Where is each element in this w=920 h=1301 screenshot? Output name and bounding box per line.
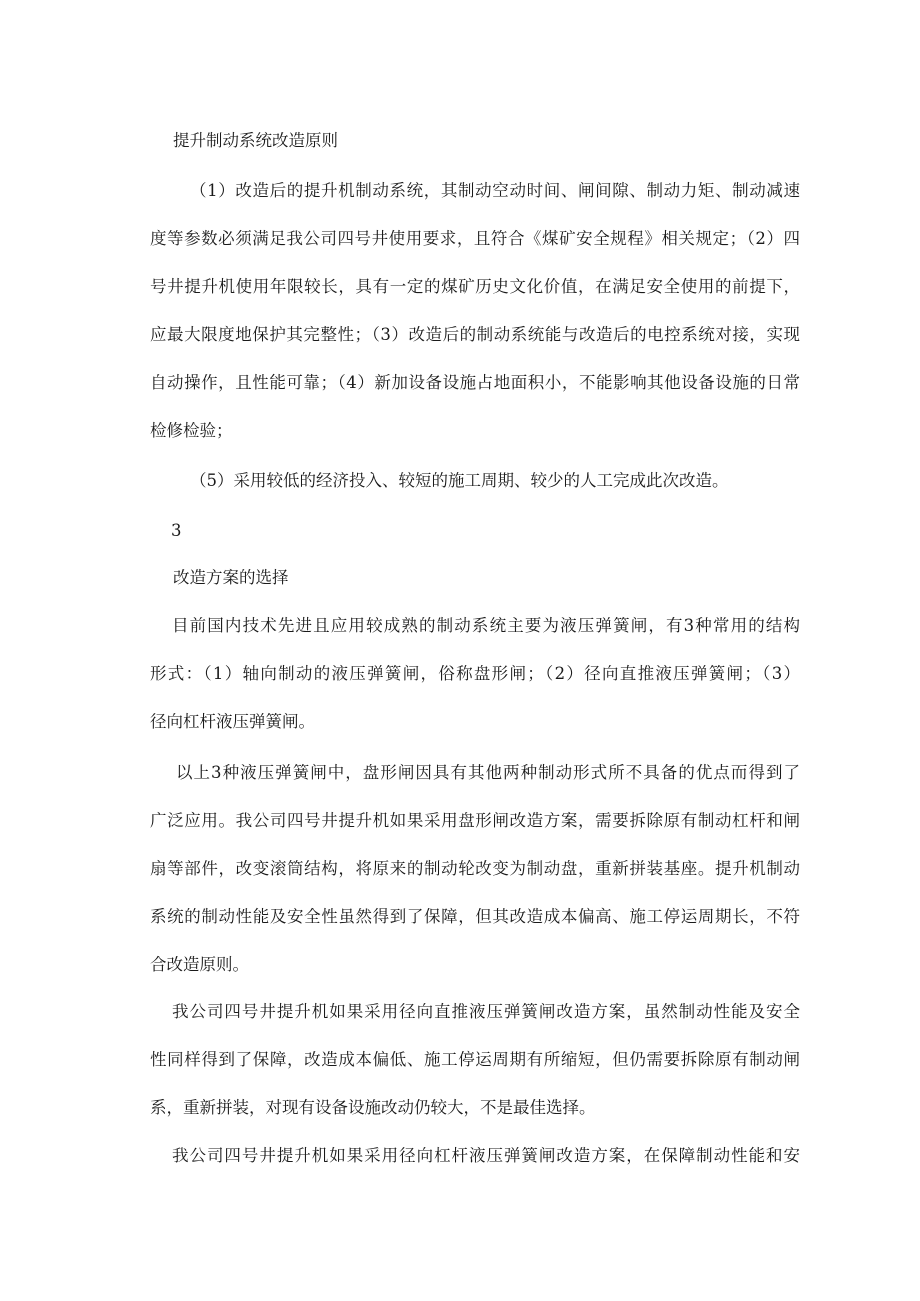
paragraph-line: 我公司四号井提升机如果采用径向杠杆液压弹簧闸改造方案，在保障制动性能和安 bbox=[172, 1146, 800, 1165]
paragraph-line: 号井提升机使用年限较长，具有一定的煤矿历史文化价值，在满足安全使用的前提下， bbox=[150, 277, 800, 296]
paragraph-line: 检修检验； bbox=[150, 421, 233, 440]
section-number: 3 bbox=[171, 521, 182, 540]
paragraph-line: 我公司四号井提升机如果采用径向直推液压弹簧闸改造方案，虽然制动性能及安全 bbox=[172, 1002, 800, 1021]
paragraph-line: 径向杠杆液压弹簧闸。 bbox=[150, 712, 315, 731]
paragraph-line: 自动操作，且性能可靠；（4）新加设备设施占地面积小，不能影响其他设备设施的日常 bbox=[150, 373, 800, 392]
paragraph-line: 系统的制动性能及安全性虽然得到了保障，但其改造成本偏高、施工停运周期长，不符 bbox=[150, 907, 800, 926]
paragraph-line: 目前国内技术先进且应用较成熟的制动系统主要为液压弹簧闸，有3种常用的结构 bbox=[172, 616, 800, 635]
paragraph-line: 性同样得到了保障，改造成本偏低、施工停运周期有所缩短，但仍需要拆除原有制动闸 bbox=[150, 1050, 800, 1069]
paragraph-line: 以上3种液压弹簧闸中，盘形闸因具有其他两种制动形式所不具备的优点而得到了 bbox=[176, 763, 800, 782]
paragraph-line: 应最大限度地保护其完整性；（3）改造后的制动系统能与改造后的电控系统对接，实现 bbox=[150, 325, 800, 344]
paragraph-line: （5）采用较低的经济投入、较短的施工周期、较少的人工完成此次改造。 bbox=[190, 471, 729, 490]
paragraph-line: 广泛应用。我公司四号井提升机如果采用盘形闸改造方案，需要拆除原有制动杠杆和闸 bbox=[150, 811, 800, 830]
section-heading-scheme: 改造方案的选择 bbox=[173, 568, 289, 587]
paragraph-line: 扇等部件，改变滚筒结构，将原来的制动轮改变为制动盘，重新拼装基座。提升机制动 bbox=[150, 859, 800, 878]
paragraph-line: 系，重新拼装，对现有设备设施改动仍较大，不是最佳选择。 bbox=[150, 1098, 596, 1117]
paragraph-line: 形式：（1）轴向制动的液压弹簧闸，俗称盘形闸；（2）径向直推液压弹簧闸；（3） bbox=[150, 664, 800, 683]
paragraph-line: （1）改造后的提升机制动系统，其制动空动时间、闸间隙、制动力矩、制动减速 bbox=[190, 181, 800, 200]
section-heading-principles: 提升制动系统改造原则 bbox=[173, 131, 338, 150]
paragraph-line: 合改造原则。 bbox=[150, 955, 249, 974]
paragraph-line: 度等参数必须满足我公司四号井使用要求，且符合《煤矿安全规程》相关规定；（2）四 bbox=[150, 229, 800, 248]
